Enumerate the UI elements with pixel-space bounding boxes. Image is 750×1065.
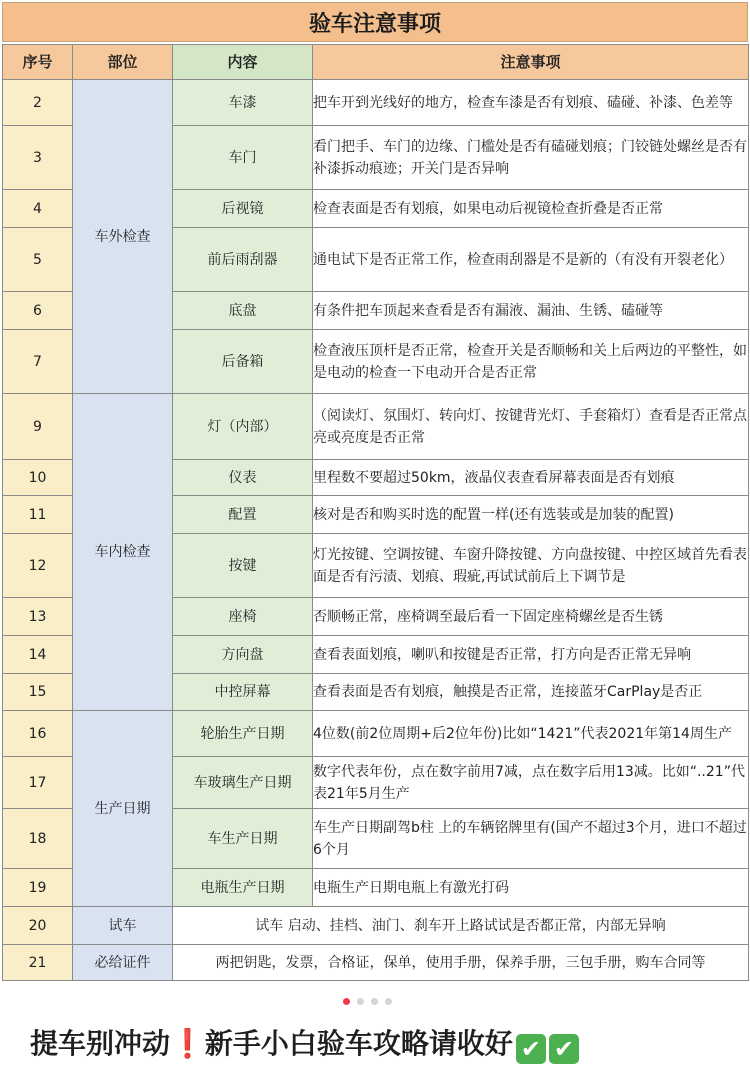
row-content: 车漆	[173, 80, 313, 126]
table-row	[3, 711, 749, 757]
row-number: 20	[3, 907, 73, 945]
row-number: 18	[3, 809, 73, 869]
group-exterior: 车外检查	[73, 80, 173, 394]
row-content: 前后雨刮器	[173, 228, 313, 292]
check-mark-icon: ✔	[516, 1034, 546, 1064]
row-number: 11	[3, 496, 73, 534]
pagination-dot[interactable]	[371, 998, 378, 1005]
header-part: 部位	[73, 45, 173, 80]
row-content: 灯（内部）	[173, 394, 313, 460]
row-note: 有条件把车顶起来查看是否有漏液、漏油、生锈、磕碰等	[313, 292, 749, 330]
row-note: 里程数不要超过50km，液晶仪表查看屏幕表面是否有划痕	[313, 460, 749, 496]
header-no: 序号	[3, 45, 73, 80]
row-content: 座椅	[173, 598, 313, 636]
table-row	[3, 394, 749, 460]
row-number: 6	[3, 292, 73, 330]
row-content: 方向盘	[173, 636, 313, 674]
row-number: 4	[3, 190, 73, 228]
row-number: 17	[3, 757, 73, 809]
row-content: 电瓶生产日期	[173, 869, 313, 907]
row-number: 10	[3, 460, 73, 496]
caption-text-end: 新手小白验车攻略请收好	[204, 1027, 513, 1060]
row-number: 15	[3, 674, 73, 711]
row-content: 轮胎生产日期	[173, 711, 313, 757]
checklist-table	[2, 44, 749, 981]
row-note: 通电试下是否正常工作，检查雨刮器是不是新的（有没有开裂老化）	[313, 228, 749, 292]
row-content: 中控屏幕	[173, 674, 313, 711]
row-number: 5	[3, 228, 73, 292]
header-row	[3, 45, 749, 80]
row-note: 检查表面是否有划痕，如果电动后视镜检查折叠是否正常	[313, 190, 749, 228]
sheet-title: 验车注意事项	[2, 2, 748, 42]
row-content: 后视镜	[173, 190, 313, 228]
row-content: 后备箱	[173, 330, 313, 394]
row-part-test-drive: 试车	[73, 907, 173, 945]
row-note: 车生产日期副驾b柱 上的车辆铭牌里有(国产不超过3个月，进口不超过6个月	[313, 809, 749, 869]
pagination-dot[interactable]	[343, 998, 350, 1005]
row-note: 数字代表年份，点在数字前用7减，点在数字后用13减。比如“..21”代表21年5月生产	[313, 757, 749, 809]
row-number: 12	[3, 534, 73, 598]
row-content: 车生产日期	[173, 809, 313, 869]
header-content: 内容	[173, 45, 313, 80]
group-production: 生产日期	[73, 711, 173, 907]
row-number: 14	[3, 636, 73, 674]
row-note: （阅读灯、氛围灯、转向灯、按键背光灯、手套箱灯）查看是否正常点亮或亮度是否正常	[313, 394, 749, 460]
row-note: 查看表面是否有划痕，触摸是否正常，连接蓝牙CarPlay是否正	[313, 674, 749, 711]
row-content: 配置	[173, 496, 313, 534]
post-caption	[30, 1024, 579, 1064]
pagination-dot[interactable]	[385, 998, 392, 1005]
group-interior: 车内检查	[73, 394, 173, 711]
row-note: 否顺畅正常，座椅调至最后看一下固定座椅螺丝是否生锈	[313, 598, 749, 636]
row-number: 2	[3, 80, 73, 126]
pagination-dot[interactable]	[357, 998, 364, 1005]
row-content: 底盘	[173, 292, 313, 330]
caption-text-start: 提车别冲动	[30, 1027, 171, 1060]
row-part-documents: 必给证件	[73, 945, 173, 981]
row-number: 21	[3, 945, 73, 981]
row-number: 9	[3, 394, 73, 460]
carousel-pagination	[0, 998, 750, 1008]
row-number: 19	[3, 869, 73, 907]
row-note: 核对是否和购买时选的配置一样(还有选装或是加装的配置)	[313, 496, 749, 534]
row-content: 车门	[173, 126, 313, 190]
table-row	[3, 907, 749, 945]
row-note: 查看表面划痕，喇叭和按键是否正常，打方向是否正常无异响	[313, 636, 749, 674]
row-number: 13	[3, 598, 73, 636]
row-note: 电瓶生产日期电瓶上有激光打码	[313, 869, 749, 907]
row-number: 16	[3, 711, 73, 757]
row-note: 4位数(前2位周期+后2位年份)比如“1421”代表2021年第14周生产	[313, 711, 749, 757]
row-note: 检查液压顶杆是否正常，检查开关是否顺畅和关上后两边的平整性，如是电动的检查一下电动开合是否正常	[313, 330, 749, 394]
row-note: 灯光按键、空调按键、车窗升降按键、方向盘按键、中控区域首先看表面是否有污渍、划痕、瑕疵,再试试前后上下调节是	[313, 534, 749, 598]
row-note: 看门把手、车门的边缘、门槛处是否有磕碰划痕；门铰链处螺丝是否有补漆拆动痕迹；开关门是否异响	[313, 126, 749, 190]
row-number: 7	[3, 330, 73, 394]
exclamation-icon: ❗	[170, 1027, 205, 1060]
row-note-test-drive: 试车 启动、挂档、油门、刹车开上路试试是否都正常，内部无异响	[173, 907, 749, 945]
check-mark-icon: ✔	[549, 1034, 579, 1064]
header-note: 注意事项	[313, 45, 749, 80]
table-row	[3, 945, 749, 981]
row-number: 3	[3, 126, 73, 190]
row-content: 车玻璃生产日期	[173, 757, 313, 809]
row-note: 把车开到光线好的地方，检查车漆是否有划痕、磕碰、补漆、色差等	[313, 80, 749, 126]
row-note-documents: 两把钥匙，发票，合格证，保单，使用手册，保养手册，三包手册，购车合同等	[173, 945, 749, 981]
row-content: 仪表	[173, 460, 313, 496]
row-content: 按键	[173, 534, 313, 598]
table-row	[3, 80, 749, 126]
